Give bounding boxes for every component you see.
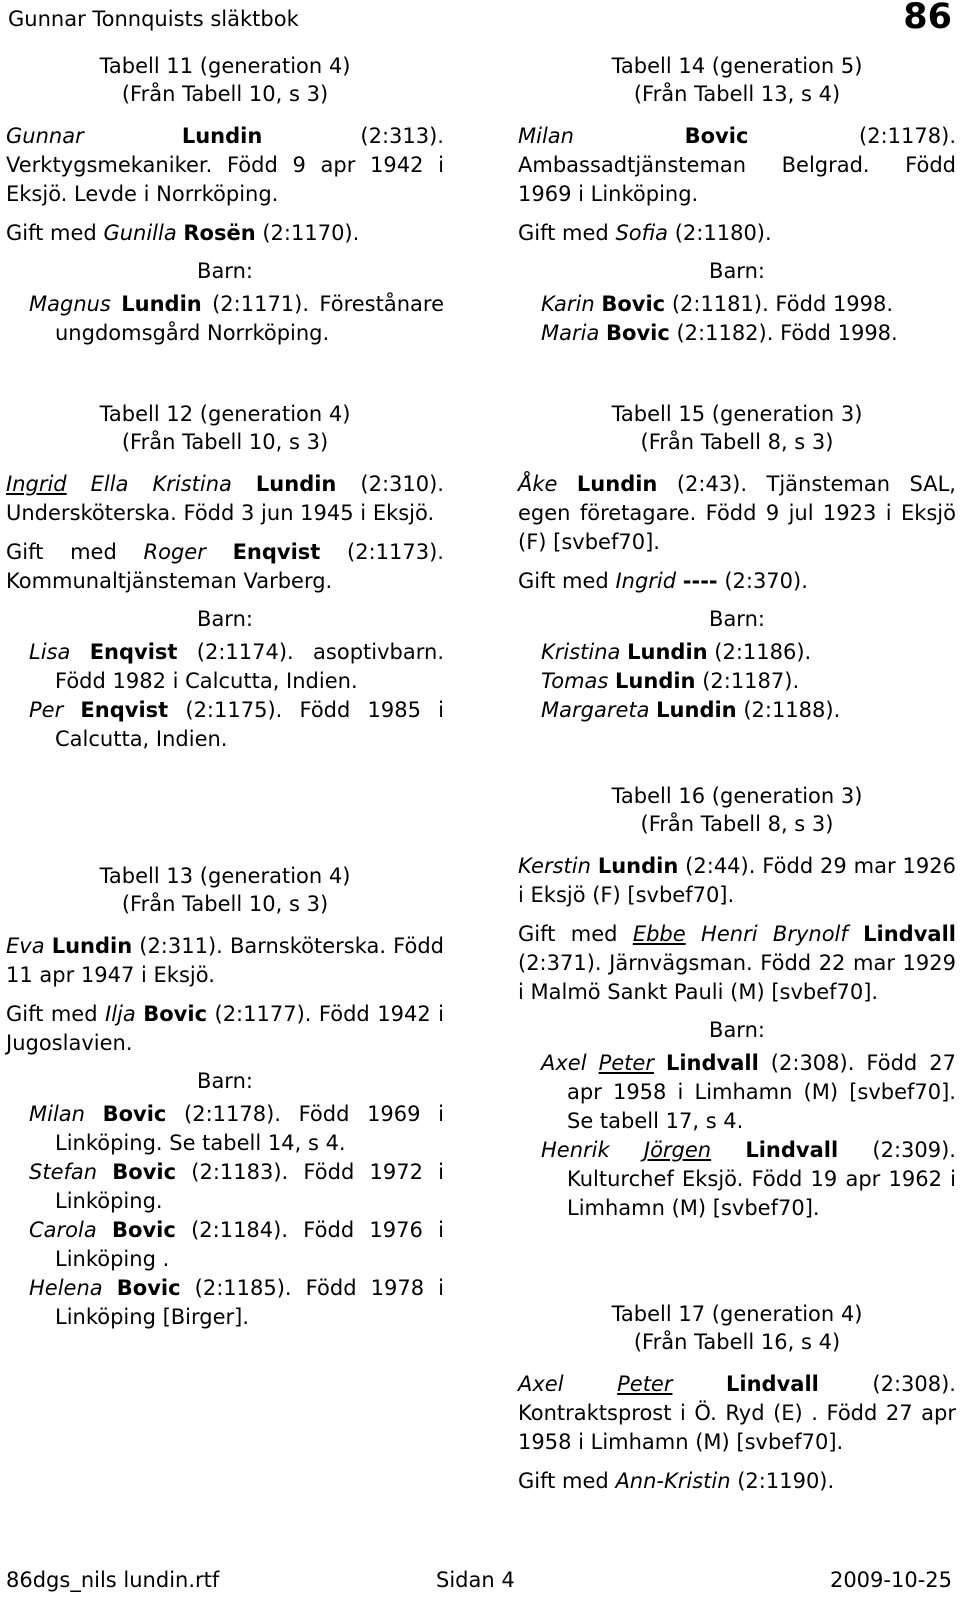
table-title: Tabell 12 (generation 4) <box>99 402 351 426</box>
surname: Lindvall <box>863 922 956 946</box>
table-11 <box>6 52 444 348</box>
spouse-details: (2:1190). <box>730 1469 835 1493</box>
children-label: Barn: <box>197 259 253 283</box>
surname: Bovic <box>116 1276 181 1300</box>
child-details: (2:308). Född 27 apr 1958 i Limhamn (M) [svbef70]. Se tabell 17, s 4. <box>567 1051 956 1133</box>
child-details: (2:1182). Född 1998. <box>669 321 898 345</box>
child-details: (2:1185). Född 1978 i Linköping [Birger]. <box>55 1276 444 1329</box>
children-label: Barn: <box>709 259 765 283</box>
footer-date: 2009-10-25 <box>829 1568 952 1592</box>
child-entry <box>6 1274 444 1332</box>
surname: Bovic <box>112 1160 177 1184</box>
given-name: Helena <box>29 1276 103 1300</box>
given-name: Ann-Kristin <box>615 1469 731 1493</box>
spouse-details: (2:370). <box>717 569 808 593</box>
book-title: Gunnar Tonnquists släktbok <box>8 7 299 31</box>
main-person <box>518 852 956 910</box>
surname: Bovic <box>102 1102 167 1126</box>
spouse <box>6 1000 444 1058</box>
child-entry <box>518 319 956 348</box>
table-16 <box>518 782 956 1223</box>
surname: Bovic <box>143 1002 208 1026</box>
given-name: Maria <box>541 321 600 345</box>
spouse-prefix: Gift med <box>518 221 616 245</box>
spouse-prefix: Gift med <box>6 221 104 245</box>
person-details: (2:311). Barnsköterska. Född 11 apr 1947 i Eksjö. <box>6 934 444 987</box>
surname: Lundin <box>597 854 679 878</box>
given-name: Tomas <box>541 669 609 693</box>
table-source: (Från Tabell 10, s 3) <box>121 82 329 106</box>
table-title: Tabell 17 (generation 4) <box>611 1302 863 1326</box>
given-name: Milan <box>29 1102 85 1126</box>
spouse-details: (2:1170). <box>255 221 360 245</box>
given-name-underlined: Ebbe <box>632 922 686 946</box>
table-source: (Från Tabell 16, s 4) <box>633 1330 841 1354</box>
given-name: Per <box>29 698 64 722</box>
surname: Enqvist <box>80 698 169 722</box>
person-details: (2:43). Tjänsteman SAL, egen företagare. Född 9 jul 1923 i Eksjö (F) [svbef70]. <box>518 472 956 554</box>
given-name: Axel <box>518 1372 564 1396</box>
spouse-details: (2:371). Järnvägsman. Född 22 mar 1929 i Malmö Sankt Pauli (M) [svbef70]. <box>518 951 956 1004</box>
given-name-underlined: Jörgen <box>643 1138 712 1162</box>
surname: Enqvist <box>89 640 178 664</box>
children-label: Barn: <box>709 1018 765 1042</box>
child-details: (2:1178). Född 1969 i Linköping. Se tabell 14, s 4. <box>55 1102 444 1155</box>
surname: Bovic <box>112 1218 176 1242</box>
given-name: Axel <box>541 1051 587 1075</box>
main-person <box>518 470 956 557</box>
child-details: (2:1171). Förestånare ungdomsgård Norrköping. <box>55 292 444 345</box>
given-name: Milan <box>518 124 574 148</box>
spouse <box>6 219 444 248</box>
given-name: Margareta <box>541 698 650 722</box>
child-details: (2:1181). Född 1998. <box>665 292 894 316</box>
given-name: Carola <box>29 1218 97 1242</box>
child-entry <box>518 1136 956 1223</box>
child-entry <box>518 1049 956 1136</box>
child-entry <box>6 1100 444 1158</box>
given-name: Magnus <box>29 292 111 316</box>
footer-filename: 86dgs_nils lundin.rtf <box>6 1568 220 1592</box>
table-15 <box>518 400 956 725</box>
person-details: (2:313). Verktygsmekaniker. Född 9 apr 1942 i Eksjö. Levde i Norrköping. <box>6 124 444 206</box>
given-name: Ingrid <box>615 569 677 593</box>
given-name: Roger <box>143 540 206 564</box>
spouse-details: (2:1173). Kommunaltjänsteman Varberg. <box>6 540 444 593</box>
surname: Enqvist <box>232 540 321 564</box>
table-source: (Från Tabell 13, s 4) <box>633 82 841 106</box>
surname: Lindvall <box>745 1138 839 1162</box>
child-entry <box>518 667 956 696</box>
spouse <box>518 1467 956 1496</box>
table-13 <box>6 862 444 1332</box>
page-number: 86 <box>903 0 952 37</box>
main-person <box>518 122 956 209</box>
spouse-prefix: Gift med <box>518 922 633 946</box>
surname: ---- <box>682 569 718 593</box>
children-label: Barn: <box>709 607 765 631</box>
given-name: Karin <box>541 292 595 316</box>
child-details: (2:1186). <box>707 640 812 664</box>
surname: Lundin <box>627 640 708 664</box>
spouse-prefix: Gift med <box>518 569 616 593</box>
child-entry <box>6 696 444 754</box>
surname: Lundin <box>615 669 696 693</box>
surname: Lundin <box>181 124 263 148</box>
child-details: (2:1175). Född 1985 i Calcutta, Indien. <box>55 698 444 751</box>
child-details: (2:1187). <box>695 669 800 693</box>
spouse-prefix: Gift med <box>6 540 144 564</box>
given-name: Stefan <box>29 1160 98 1184</box>
children-label: Barn: <box>197 607 253 631</box>
child-entry <box>518 638 956 667</box>
child-entry <box>518 696 956 725</box>
surname: Lundin <box>121 292 202 316</box>
spouse <box>518 567 956 596</box>
spouse <box>518 920 956 1007</box>
spouse-details: (2:1177). Född 1942 i Jugoslavien. <box>6 1002 444 1055</box>
page-header <box>8 0 952 36</box>
main-person <box>518 1370 956 1457</box>
person-details: (2:310). Undersköterska. Född 3 jun 1945 i Eksjö. <box>6 472 444 525</box>
spouse-details: (2:1180). <box>668 221 772 245</box>
surname: Rosën <box>183 221 256 245</box>
given-name: Åke <box>518 472 558 496</box>
given-name: Henrik <box>541 1138 610 1162</box>
table-title: Tabell 14 (generation 5) <box>611 54 863 78</box>
table-source: (Från Tabell 10, s 3) <box>121 892 329 916</box>
spouse-prefix: Gift med <box>518 1469 616 1493</box>
given-name: Ilja <box>105 1002 136 1026</box>
surname: Lindvall <box>726 1372 819 1396</box>
child-entry <box>6 290 444 348</box>
surname: Lundin <box>51 934 133 958</box>
child-details: (2:1183). Född 1972 i Linköping. <box>55 1160 444 1213</box>
given-name-rest: Ella Kristina <box>66 472 232 496</box>
surname: Lundin <box>255 472 337 496</box>
child-entry <box>518 290 956 319</box>
table-source: (Från Tabell 8, s 3) <box>640 812 834 836</box>
surname: Bovic <box>684 124 749 148</box>
table-14 <box>518 52 956 348</box>
child-entry <box>6 638 444 696</box>
person-details: (2:308). Kontraktsprost i Ö. Ryd (E) . Född 27 apr 1958 i Limhamn (M) [svbef70]. <box>518 1372 956 1454</box>
person-details: (2:1178). Ambassadtjänsteman Belgrad. Född 1969 i Linköping. <box>518 124 956 206</box>
surname: Lundin <box>576 472 658 496</box>
table-title: Tabell 15 (generation 3) <box>611 402 863 426</box>
main-person <box>6 932 444 990</box>
child-details: (2:309). Kulturchef Eksjö. Född 19 apr 1962 i Limhamn (M) [svbef70]. <box>567 1138 956 1220</box>
page-footer <box>6 1568 952 1594</box>
child-entry <box>6 1158 444 1216</box>
child-details: (2:1188). <box>736 698 841 722</box>
child-details: (2:1184). Född 1976 i Linköping . <box>55 1218 444 1271</box>
given-name: Lisa <box>29 640 71 664</box>
spouse <box>518 219 956 248</box>
children-label: Barn: <box>197 1069 253 1093</box>
given-name-underlined: Peter <box>617 1372 673 1396</box>
table-12 <box>6 400 444 754</box>
main-person <box>6 122 444 209</box>
given-name: Kristina <box>541 640 621 664</box>
footer-page: Sidan 4 <box>436 1568 515 1592</box>
table-title: Tabell 16 (generation 3) <box>611 784 863 808</box>
surname: Lundin <box>656 698 737 722</box>
child-details: (2:1174). asoptivbarn. Född 1982 i Calcutta, Indien. <box>55 640 444 693</box>
given-name: Sofia <box>615 221 669 245</box>
surname: Bovic <box>606 321 670 345</box>
given-name-rest: Henri Brynolf <box>685 922 848 946</box>
given-name-underlined: Ingrid <box>6 472 67 496</box>
given-name: Gunilla <box>103 221 177 245</box>
person-details: (2:44). Född 29 mar 1926 i Eksjö (F) [svbef70]. <box>518 854 956 907</box>
table-17 <box>518 1300 956 1496</box>
given-name: Kerstin <box>518 854 591 878</box>
table-title: Tabell 11 (generation 4) <box>99 54 351 78</box>
child-entry <box>6 1216 444 1274</box>
spouse-prefix: Gift med <box>6 1002 106 1026</box>
table-title: Tabell 13 (generation 4) <box>99 864 351 888</box>
surname: Bovic <box>601 292 666 316</box>
table-source: (Från Tabell 8, s 3) <box>640 430 834 454</box>
given-name: Gunnar <box>6 124 84 148</box>
given-name: Eva <box>6 934 45 958</box>
spouse <box>6 538 444 596</box>
surname: Lindvall <box>665 1051 759 1075</box>
main-person <box>6 470 444 528</box>
given-name-underlined: Peter <box>598 1051 654 1075</box>
table-source: (Från Tabell 10, s 3) <box>121 430 329 454</box>
